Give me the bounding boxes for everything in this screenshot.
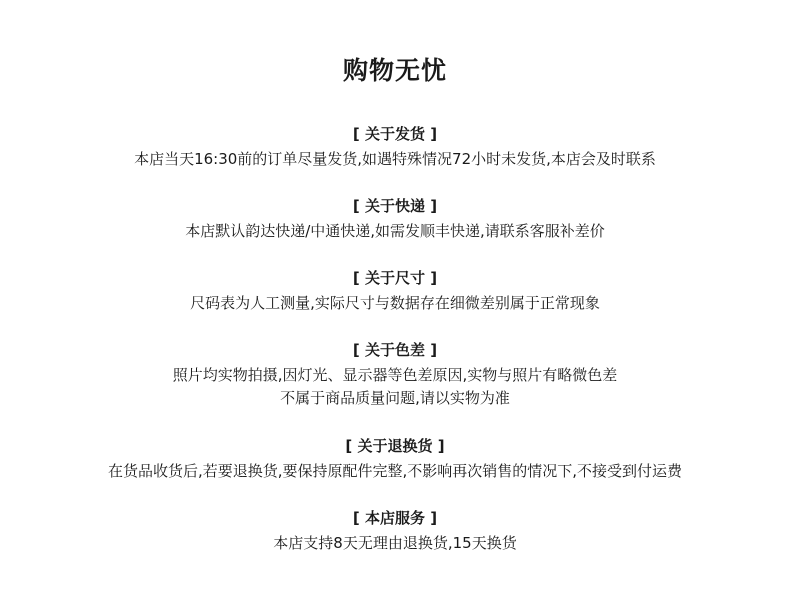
section-heading: [ 关于尺寸 ] bbox=[352, 269, 438, 287]
section-text: 本店支持8天无理由退换货,15天换货 bbox=[273, 534, 517, 552]
section-text: 照片均实物拍摄,因灯光、显示器等色差原因,实物与照片有略微色差 bbox=[172, 366, 618, 384]
section-text: 本店当天16:30前的订单尽量发货,如遇特殊情况72小时未发货,本店会及时联系 bbox=[134, 150, 656, 168]
section-heading: [ 关于快递 ] bbox=[352, 197, 438, 215]
section-shipping bbox=[0, 124, 790, 171]
section-text: 本店默认韵达快递/中通快递,如需发顺丰快递,请联系客服补差价 bbox=[185, 222, 605, 240]
section-store-service bbox=[0, 508, 790, 555]
section-heading: [ 关于色差 ] bbox=[352, 341, 438, 359]
page-title: 购物无忧 bbox=[342, 56, 447, 85]
section-size bbox=[0, 268, 790, 315]
section-heading: [ 本店服务 ] bbox=[352, 509, 438, 527]
section-heading: [ 关于发货 ] bbox=[352, 125, 438, 143]
section-heading: [ 关于退换货 ] bbox=[345, 437, 445, 455]
section-returns bbox=[0, 436, 790, 483]
section-text: 在货品收货后,若要退换货,要保持原配件完整,不影响再次销售的情况下,不接受到付运费 bbox=[107, 462, 683, 480]
section-color-difference bbox=[0, 340, 790, 410]
section-courier bbox=[0, 196, 790, 243]
section-text: 不属于商品质量问题,请以实物为准 bbox=[280, 389, 510, 407]
section-text: 尺码表为人工测量,实际尺寸与数据存在细微差别属于正常现象 bbox=[190, 294, 600, 312]
